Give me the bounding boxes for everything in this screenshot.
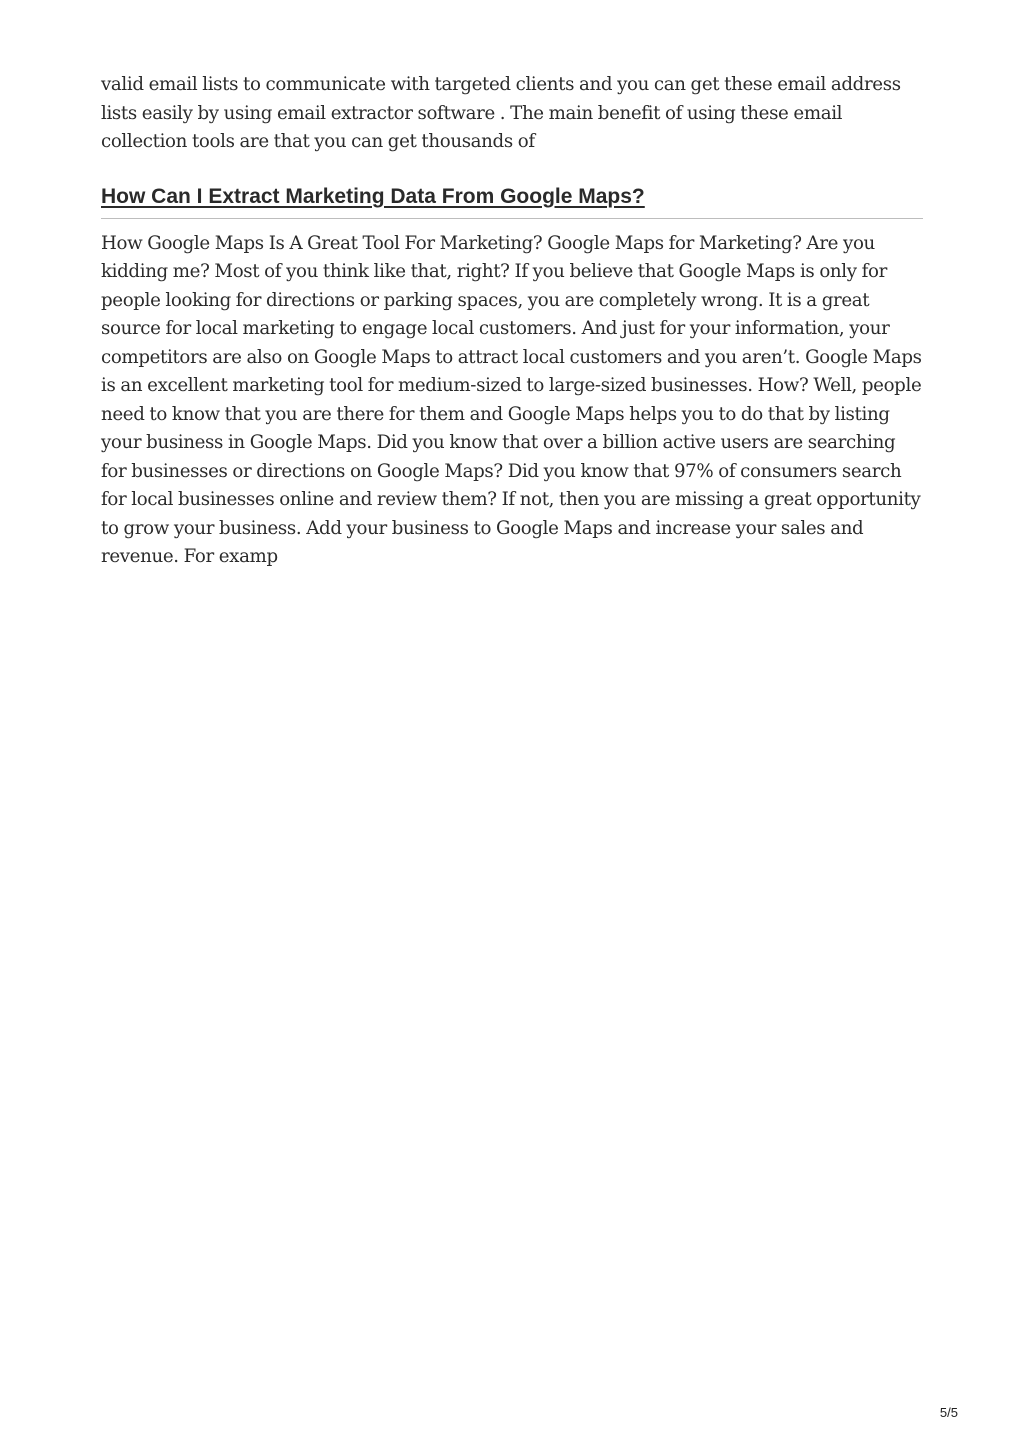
page-number: 5/5 — [939, 1405, 958, 1420]
section-paragraph: How Google Maps Is A Great Tool For Marketing? Google Maps for Marketing? Are you kidding me? Most of you think like that, right? If you believe that Google Maps is only for people looking for directions or parking spaces, you are completely wrong. It is a great source for local marketing to engage local customers. And just for your information, your competitors are also on Google Maps to attract local customers and you aren’t. Google Maps is an excellent marketing tool for medium-sized to large-sized businesses. How? Well, people need to know that you are there for them and Google Maps helps you to do that by listing your business in Google Maps. Did you know that over a billion active users are searching for businesses or directions on Google Maps? Did you know that 97% of consumers search for local businesses online and review them? If not, then you are missing a great opportunity to grow your business. Add your business to Google Maps and increase your sales and revenue. For examp — [101, 232, 922, 567]
section-heading-container — [101, 184, 923, 219]
section-heading-link[interactable]: How Can I Extract Marketing Data From Google Maps? — [101, 184, 645, 208]
document-content — [101, 71, 923, 572]
intro-paragraph: valid email lists to communicate with targeted clients and you can get these email address lists easily by using email extractor software . The main benefit of using these email collection tools are that you can get thousands of — [101, 74, 901, 152]
